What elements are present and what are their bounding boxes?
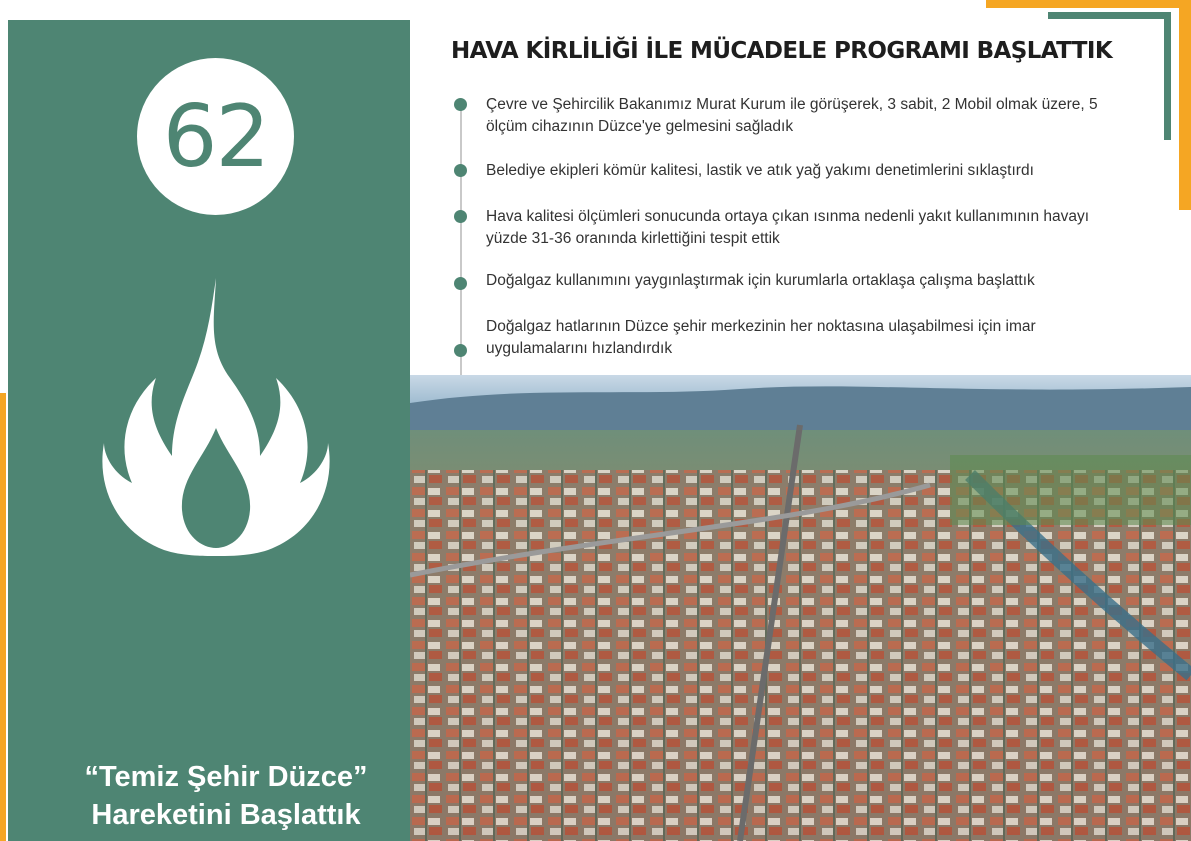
bullet-dot: [454, 164, 467, 177]
bullet-text: Hava kalitesi ölçümleri sonucunda ortaya çıkan ısınma nedenli yakıt kullanımının havayı yüzde 31-36 oranında kirlettiğini tespit ettik: [486, 208, 1090, 247]
bullet-text: Doğalgaz kullanımını yaygınlaştırmak için kurumlarla ortaklaşa çalışma başlattık: [486, 272, 1035, 289]
bullet-text: Çevre ve Şehircilik Bakanımız Murat Kurum ile görüşerek, 3 sabit, 2 Mobil olmak üzere, 5 ölçüm cihazının Düzce'ye gelmesini sağladık: [486, 96, 1098, 135]
page-number: 62: [162, 86, 269, 187]
page-title: HAVA KİRLİLİĞİ İLE MÜCADELE PROGRAMI BAŞLATTIK: [451, 38, 1113, 64]
campaign-title: [56, 758, 396, 834]
bullet-dot: [454, 277, 467, 290]
page-number-badge: [137, 58, 294, 215]
bullet-text: Belediye ekipleri kömür kalitesi, lastik ve atık yağ yakımı denetimlerini sıklaştırdı: [486, 162, 1034, 179]
timeline-line: [460, 100, 462, 375]
left-accent-bar: [0, 393, 6, 841]
flame-icon: [100, 278, 332, 556]
campaign-title-line1: “Temiz Şehir Düzce”: [84, 761, 368, 793]
bullet-dot: [454, 344, 467, 357]
bullet-text: Doğalgaz hatlarının Düzce şehir merkezinin her noktasına ulaşabilmesi için imar uygulamalarını hızlandırdık: [486, 318, 1036, 357]
city-aerial-photo: [410, 375, 1191, 841]
side-panel: [8, 20, 410, 841]
bullet-dot: [454, 210, 467, 223]
bullet-dot: [454, 98, 467, 111]
campaign-title-line2: Hareketini Başlattık: [91, 799, 361, 831]
